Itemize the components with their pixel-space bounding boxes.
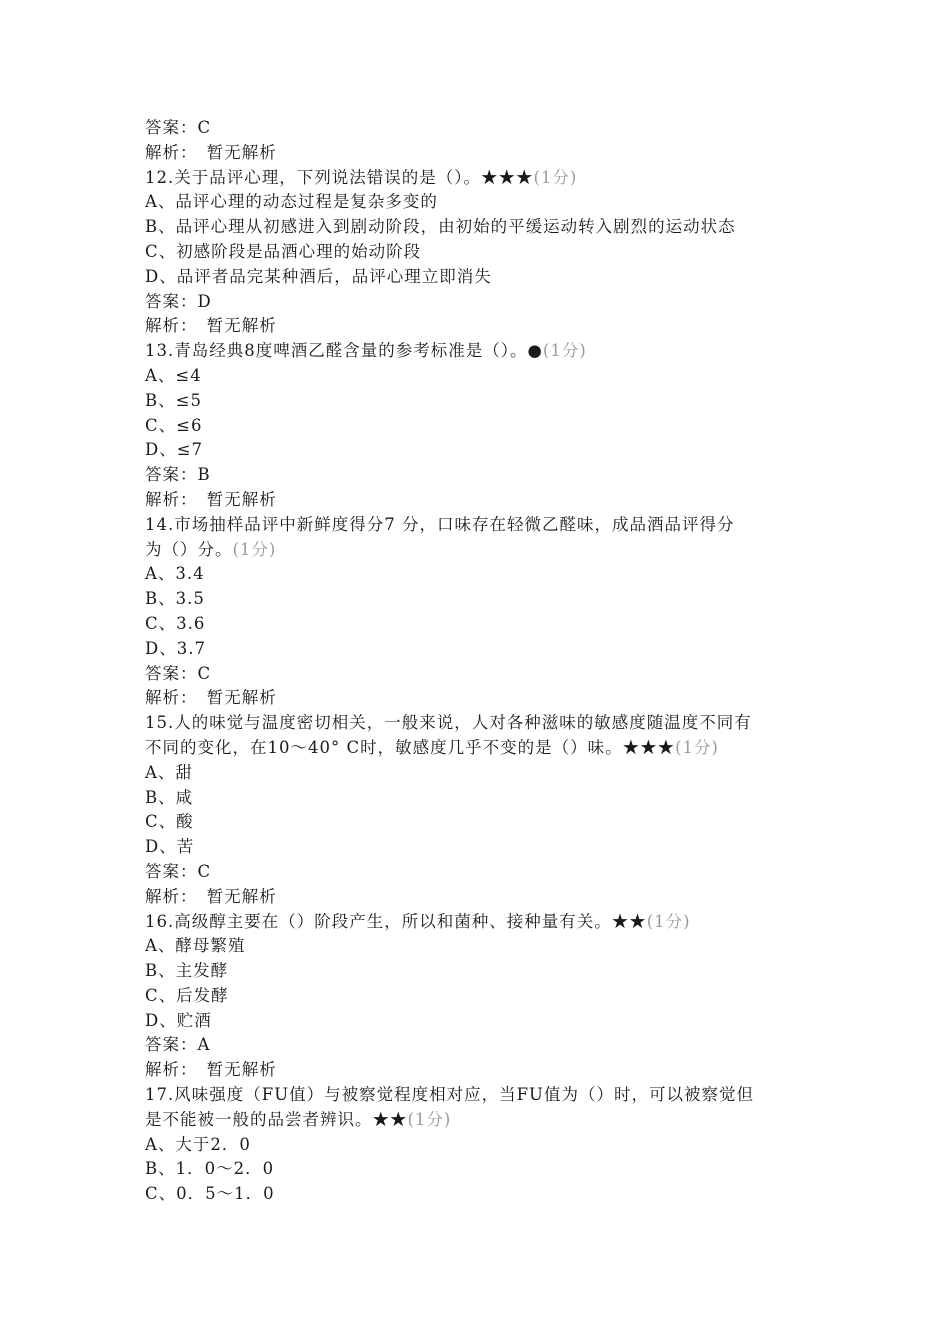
option-c: C、初感阶段是品酒心理的始动阶段 [145, 241, 422, 261]
question-text: 13.青岛经典8度啤酒乙醛含量的参考标准是（）。 [145, 341, 528, 361]
question-stem-line-1: 14.市场抽样品评中新鲜度得分7 分，口味存在轻微乙醛味，成品酒品评得分 [145, 514, 735, 534]
option-d: D、苦 [145, 837, 195, 857]
analysis-line: 解析： 暂无解析 [145, 688, 277, 708]
answer-line: 答案：A [145, 1035, 211, 1055]
option-d: D、3.7 [145, 638, 206, 658]
score-label: (1分) [533, 167, 578, 187]
question-stem-line-2 [145, 1108, 835, 1133]
question-stem-line-2 [145, 538, 835, 563]
score-label: (1分) [646, 911, 691, 931]
option-c: C、≤6 [145, 415, 203, 435]
option-a: A、3.4 [145, 564, 205, 584]
question-stem [145, 339, 835, 364]
option-a: A、酵母繁殖 [145, 936, 246, 956]
analysis-line: 解析： 暂无解析 [145, 489, 277, 509]
question-stem [145, 166, 835, 191]
question-text: 是不能被一般的品尝者辨识。 [145, 1109, 373, 1129]
option-b: B、主发酵 [145, 961, 229, 981]
answer-line: 答案：C [145, 663, 212, 683]
question-text: 不同的变化，在10～40° C时，敏感度几乎不变的是（）味。 [145, 737, 623, 757]
option-d: D、贮酒 [145, 1010, 212, 1030]
analysis-line: 解析： 暂无解析 [145, 886, 277, 906]
score-label: (1分) [675, 737, 719, 757]
question-text: 16.高级醇主要在（）阶段产生，所以和菌种、接种量有关。 [145, 911, 612, 931]
option-b: B、咸 [145, 787, 194, 807]
option-c: C、0．5～1．0 [145, 1184, 275, 1204]
difficulty-stars: ★★ [372, 1109, 408, 1129]
option-b: B、1．0～2．0 [145, 1159, 275, 1179]
question-stem-line-1: 15.人的味觉与温度密切相关，一般来说，人对各种滋味的敏感度随温度不同有 [145, 713, 752, 733]
difficulty-dot: ● [527, 341, 543, 361]
question-text: 12.关于品评心理，下列说法错误的是（）。 [145, 167, 481, 187]
answer-line: 答案：C [145, 118, 212, 137]
option-c: C、后发酵 [145, 985, 229, 1005]
option-a: A、≤4 [145, 365, 202, 385]
difficulty-stars: ★★★ [481, 167, 534, 187]
option-d: D、≤7 [145, 440, 204, 460]
option-b: B、品评心理从初感进入到剧动阶段，由初始的平缓运动转入剧烈的运动状态 [145, 217, 736, 237]
option-b: B、≤5 [145, 390, 202, 410]
option-a: A、品评心理的动态过程是复杂多变的 [145, 192, 438, 212]
question-text: 为（）分。 [145, 539, 233, 559]
answer-line: 答案：C [145, 861, 212, 881]
score-label: (1分) [407, 1109, 452, 1129]
question-stem-line-2 [145, 736, 835, 761]
analysis-line: 解析： 暂无解析 [145, 316, 277, 336]
option-c: C、酸 [145, 812, 194, 832]
question-list [145, 116, 835, 1207]
option-d: D、品评者品完某种酒后，品评心理立即消失 [145, 266, 492, 286]
difficulty-stars: ★★★ [622, 737, 676, 757]
question-stem [145, 910, 835, 935]
analysis-line: 解析： 暂无解析 [145, 1060, 277, 1080]
score-label: (1分) [232, 539, 277, 559]
question-stem-line-1: 17.风味强度（FU值）与被察觉程度相对应，当FU值为（）时，可以被察觉但 [145, 1085, 754, 1105]
option-b: B、3.5 [145, 589, 205, 609]
answer-line: 答案：B [145, 465, 211, 485]
score-label: (1分) [542, 341, 587, 361]
option-a: A、大于2．0 [145, 1134, 251, 1154]
option-a: A、甜 [145, 762, 193, 782]
analysis-line: 解析： 暂无解析 [145, 142, 277, 162]
difficulty-stars: ★★ [611, 911, 647, 931]
option-c: C、3.6 [145, 613, 206, 633]
answer-line: 答案：D [145, 291, 212, 311]
